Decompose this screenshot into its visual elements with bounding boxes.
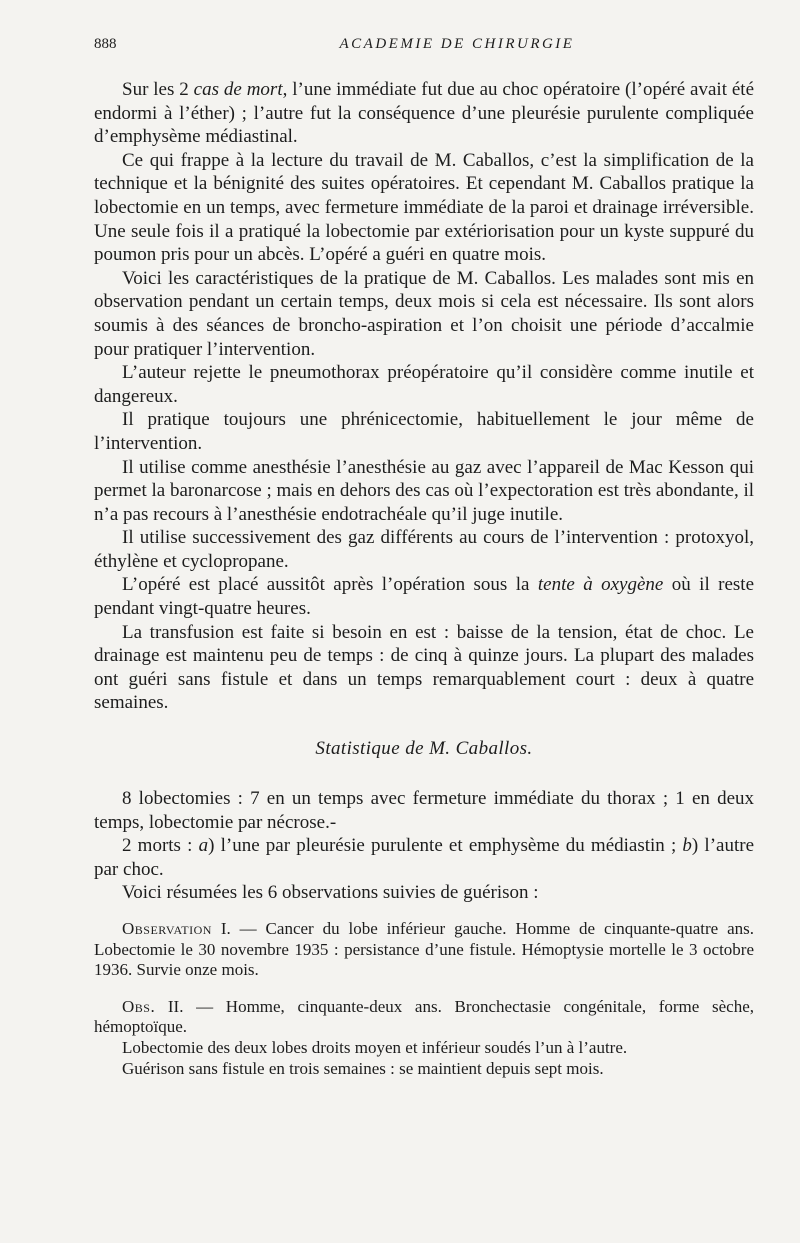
paragraph: L’auteur rejette le pneumothorax préopératoire qu’il considère comme inutile et dangereux. (94, 362, 754, 407)
paragraph: Il utilise comme anesthésie l’anesthésie au gaz avec l’appareil de Mac Kesson qui permet la baronarcose ; mais en dehors des cas où l’expectoration est très abondante, il n’a pas recours à l’anesthésie endotrachéale qu’il juge inutile. (94, 456, 755, 525)
section-title: Statistique de M. Caballos. (315, 738, 533, 760)
stats-paragraph: 8 lobectomies : 7 en un temps avec fermeture immédiate du thorax ; 1 en deux temps, lobectomie par nécrose.- (94, 788, 754, 833)
observation-2-line: Lobectomie des deux lobes droits moyen et inférieur soudés l’un à l’autre. (122, 1037, 628, 1057)
paragraph: L’opéré est placé aussitôt après l’opération sous la tente à oxygène où il reste pendant vingt-quatre heures. (94, 574, 754, 620)
observation-label: Obs. (122, 996, 156, 1016)
running-title: ACADEMIE DE CHIRURGIE (339, 36, 575, 52)
observation-2: Obs. II. — Homme, cinquante-deux ans. Bronchectasie congénitale, forme sèche, hémoptoïque. (94, 996, 754, 1037)
paragraph: Il utilise successivement des gaz différents au cours de l’intervention : protoxyol, éthylène et cyclopropane. (94, 527, 754, 572)
page-header (94, 36, 772, 60)
paragraph: Sur les 2 cas de mort, l’une immédiate fut due au choc opératoire (l’opéré avait été endormi à l’éther) ; l’autre fut la conséquence d’une pleurésie purulente compliquée d’emphysème médiastinal. (94, 79, 755, 148)
paragraph: La transfusion est faite si besoin en est : baisse de la tension, état de choc. Le drainage est maintenu peu de temps : de cinq à quinze jours. La plupart des malades ont guéri sans fistule et dans un temps remarquablement court : deux à quatre semaines. (94, 621, 754, 714)
stats-paragraph: 2 morts : a) l’une par pleurésie purulente et emphysème du médiastin ; b) l’autre par choc. (94, 835, 755, 880)
paragraph: Voici les caractéristiques de la pratique de M. Caballos. Les malades sont mis en observation pendant un certain temps, deux mois si cela est nécessaire. Ils sont alors soumis à des séances de broncho-aspiration et l’on choisit une période d’accalmie pour pratiquer l’intervention. (94, 267, 754, 360)
stats-paragraph: Voici résumées les 6 observations suivies de guérison : (122, 882, 539, 904)
observation-label: Observation (122, 919, 212, 938)
paragraph: Il pratique toujours une phrénicectomie, habituellement le jour même de l’intervention. (94, 409, 754, 454)
observation-2-line: Guérison sans fistule en trois semaines : se maintient depuis sept mois. (122, 1058, 604, 1078)
observation-1: Observation I. — Cancer du lobe inférieur gauche. Homme de cinquante-quatre ans. Lobectomie le 30 novembre 1935 : persistance d’une fistule. Hémoptysie mortelle le 3 octobre 1936. Survie onze mois. (94, 919, 754, 980)
paragraph: Ce qui frappe à la lecture du travail de M. Caballos, c’est la simplification de la technique et la bénignité des suites opératoires. Et cependant M. Caballos pratique la lobectomie en un temps, avec fermeture immédiate de la paroi et drainage irréversible. Une seule fois il a pratiqué la lobectomie par extériorisation pour un kyste suppuré du poumon pris pour un abcès. L’opéré a guéri en quatre mois. (94, 149, 754, 266)
page-number: 888 (94, 36, 117, 52)
body-text (94, 78, 754, 1079)
